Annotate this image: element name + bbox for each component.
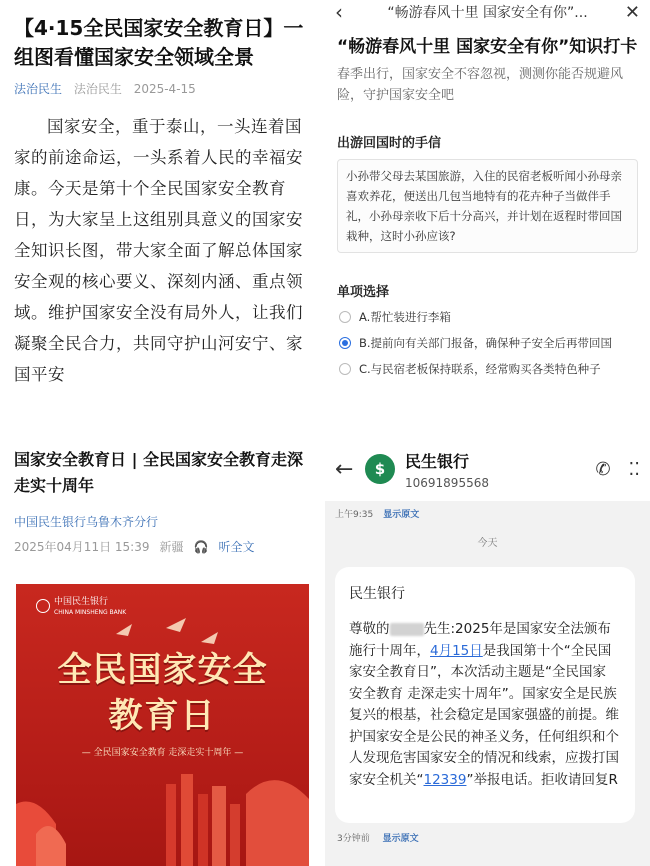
message-part: 尊敬的 xyxy=(349,621,390,637)
message-time-row xyxy=(325,501,650,526)
poster-headline-2: 教育日 xyxy=(108,696,217,736)
bubble-sender: 民生银行 xyxy=(349,586,405,602)
date-link[interactable]: 4月15日 xyxy=(430,642,483,659)
option-b[interactable] xyxy=(337,334,638,352)
sms-panel xyxy=(325,437,650,866)
quiz-header xyxy=(325,0,650,24)
message-bubble[interactable] xyxy=(335,567,635,823)
bank-name-en: CHINA MINSHENG BANK xyxy=(54,609,127,616)
sms-header xyxy=(325,437,650,501)
poster-subline: — 全民国家安全教育 走深走实十周年 — xyxy=(81,748,244,758)
option-c[interactable] xyxy=(337,360,638,378)
article-byline: 法治民生 xyxy=(73,82,122,96)
day-divider: 今天 xyxy=(477,538,498,549)
message-footer xyxy=(337,831,419,844)
contact-name: 民生银行 xyxy=(405,451,470,471)
option-a-label: A.帮忙装进行李箱 xyxy=(359,310,451,324)
phone-link[interactable]: 12339 xyxy=(423,771,467,788)
radio-unchecked-icon[interactable] xyxy=(339,311,351,323)
contact-number: 10691895568 xyxy=(405,475,489,490)
article-region: 新疆 xyxy=(159,540,184,554)
question-type: 单项选择 xyxy=(337,285,390,300)
article-date: 2025-4-15 xyxy=(133,82,196,96)
article-date: 2025年04月11日 15:39 xyxy=(14,540,150,554)
quiz-panel xyxy=(325,0,650,437)
article-meta xyxy=(14,538,311,555)
close-icon[interactable]: ✕ xyxy=(624,1,640,23)
quiz-scenario: 小孙带父母去某国旅游，入住的民宿老板听闻小孙母亲喜欢养花，便送出几包当地特有的花卉种子当做伴手礼，小孙母亲收下后十分高兴，并计划在返程时带回国栽种，这时小孙应该? xyxy=(337,159,638,253)
message-time: 上午9:35 xyxy=(335,510,374,520)
article-source-link[interactable]: 法治民生 xyxy=(14,82,63,96)
option-c-label: C.与民宿老板保持联系，经常购买各类特色种子 xyxy=(359,362,601,376)
message-part: 先生:2025年是国家安全法颁布施行十周年， xyxy=(349,621,611,659)
article-panel-c xyxy=(0,437,325,866)
option-a[interactable] xyxy=(337,308,638,326)
footer-time: 3分钟前 xyxy=(337,834,370,844)
headphones-icon: 🎧 xyxy=(193,540,209,554)
quiz-header-title: “畅游春风十里 国家安全有你”... xyxy=(387,5,588,21)
footer-show-original-link[interactable]: 显示原文 xyxy=(382,834,419,844)
cityscape-illustration xyxy=(16,764,309,866)
bank-logo-icon xyxy=(36,599,50,613)
listen-button[interactable] xyxy=(194,538,265,555)
back-icon[interactable]: ‹ xyxy=(335,0,343,24)
contact-info xyxy=(405,449,489,490)
more-icon[interactable]: ⁚⁚ xyxy=(628,458,640,480)
article-poster-image xyxy=(16,584,309,866)
message-text xyxy=(349,619,619,791)
header-actions xyxy=(595,459,640,480)
phone-icon[interactable]: ✆ xyxy=(595,458,611,480)
redacted-name xyxy=(390,623,424,636)
quiz-section-title: 出游回国时的手信 xyxy=(337,136,442,151)
bank-avatar[interactable]: $ xyxy=(365,454,395,484)
option-b-label: B.提前向有关部门报备，确保种子安全后再带回国 xyxy=(359,336,613,350)
bank-name-cn: 中国民生银行 xyxy=(54,597,109,607)
message-part: ”举报电话。拒收请回复R xyxy=(466,771,618,788)
article-author-link[interactable]: 中国民生银行乌鲁木齐分行 xyxy=(14,515,159,529)
quiz-subtitle: 春季出行，国家安全不容忽视，测测你能否规避风险，守护国家安全吧 xyxy=(337,67,624,103)
quiz-card xyxy=(337,34,638,378)
article-meta xyxy=(14,80,311,97)
article-panel-a xyxy=(0,0,325,437)
quiz-title: “畅游春风十里 国家安全有你”知识打卡 xyxy=(337,37,638,57)
article-body: 国家安全，重于泰山，一头连着国家的前途命运，一头系着人民的幸福安康。今天是第十个全民国家安全教育日，为大家呈上这组别具意义的国家安全知识长图，带大家全面了解总体国家安全观的核心要义、深刻内涵、重点领域。维护国家安全没有局外人，让我们凝聚全民合力，共同守护山河安宁、家国平安 xyxy=(14,117,303,384)
listen-label: 听全文 xyxy=(218,540,255,554)
article-title[interactable]: 国家安全教育日 | 全民国家安全教育走深走实十周年 xyxy=(14,450,303,495)
back-arrow-icon[interactable]: ← xyxy=(335,456,354,482)
poster-headline-1: 全民国家安全 xyxy=(57,650,268,690)
radio-unchecked-icon[interactable] xyxy=(339,363,351,375)
radio-checked-icon[interactable] xyxy=(339,337,351,349)
article-title[interactable]: 【4·15全民国家安全教育日】一组图看懂国家安全领域全景 xyxy=(14,16,304,69)
show-original-link[interactable]: 显示原文 xyxy=(383,510,420,520)
message-part: 是我国第十个“全民国家安全教育日”，本次活动主题是“全民国家安全教育 走深走实十周年”。国家安全是民族复兴的根基，社会稳定是国家强盛的前提。维护国家安全是公民的神圣义务，任何组织和个人发现危害国家安全的情况和线索，应拨打国家安全机关“ xyxy=(349,642,619,788)
